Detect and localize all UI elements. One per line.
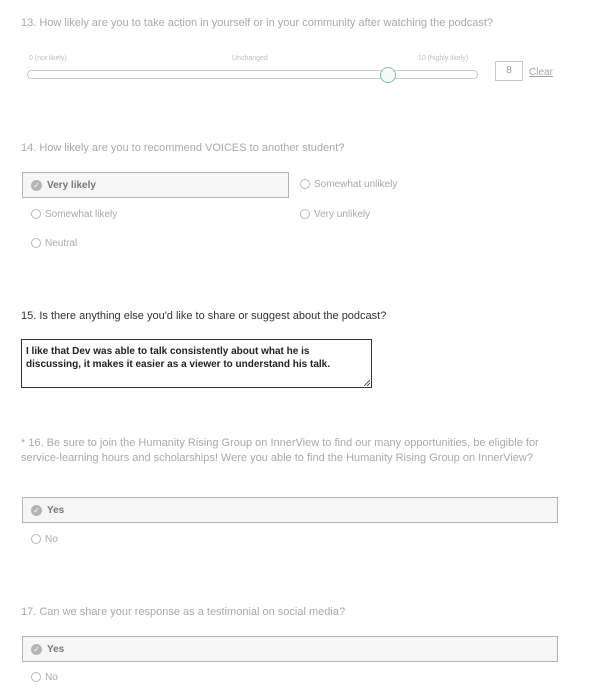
- likelihood-slider-thumb[interactable]: [380, 67, 396, 83]
- q16-question: * 16. Be sure to join the Humanity Rising Group on InnerView to find our many opportunities, be eligible for service-learning hours and scholarships! Were you able to find the Humanity Rising Group on InnerView?: [21, 437, 539, 464]
- option-somewhat-unlikely[interactable]: [300, 177, 397, 191]
- slider-value-box[interactable]: 8: [495, 61, 523, 81]
- q16-option-yes[interactable]: [22, 497, 558, 523]
- option-neutral[interactable]: [31, 236, 77, 250]
- q13-question: 13. How likely are you to take action in yourself or in your community after watching the podcast?: [21, 17, 494, 29]
- checkmark-icon: ✓: [31, 505, 42, 516]
- option-label: No: [45, 671, 58, 683]
- option-label: Somewhat unlikely: [314, 178, 398, 190]
- radio-icon: [31, 534, 41, 544]
- q17-option-no[interactable]: [31, 670, 58, 684]
- option-label: Somewhat likely: [45, 208, 118, 220]
- comment-textarea[interactable]: [21, 339, 372, 388]
- radio-icon: [300, 209, 310, 219]
- resize-handle-icon[interactable]: [364, 380, 370, 386]
- option-label: Yes: [47, 504, 65, 516]
- slider-min-label: 0 (not likely): [29, 55, 67, 62]
- option-very-likely[interactable]: [22, 172, 289, 198]
- option-label: Neutral: [45, 237, 78, 249]
- option-very-unlikely[interactable]: [300, 207, 370, 221]
- radio-icon: [31, 238, 41, 248]
- option-label: Yes: [47, 643, 65, 655]
- option-label: Very unlikely: [314, 208, 371, 220]
- q17-question: 17. Can we share your response as a testimonial on social media?: [21, 606, 346, 618]
- slider-max-label: 10 (highly likely): [418, 55, 469, 62]
- q14-question: 14. How likely are you to recommend VOICES to another student?: [21, 142, 345, 154]
- clear-link[interactable]: Clear: [529, 67, 553, 78]
- checkmark-icon: ✓: [31, 644, 42, 655]
- option-label: No: [45, 533, 58, 545]
- radio-icon: [300, 179, 310, 189]
- option-label: Very likely: [47, 179, 96, 191]
- comment-text: I like that Dev was able to talk consistently about what he is discussing, it makes it easier as a viewer to understand his talk.: [26, 346, 331, 370]
- q17-option-yes[interactable]: [22, 636, 558, 662]
- likelihood-slider-track[interactable]: [27, 70, 478, 79]
- slider-mid-label: Unchanged: [232, 55, 268, 62]
- checkmark-icon: ✓: [31, 180, 42, 191]
- radio-icon: [31, 209, 41, 219]
- radio-icon: [31, 672, 41, 682]
- option-somewhat-likely[interactable]: [31, 207, 117, 221]
- q16-option-no[interactable]: [31, 532, 58, 546]
- q15-question: 15. Is there anything else you'd like to share or suggest about the podcast?: [21, 310, 387, 322]
